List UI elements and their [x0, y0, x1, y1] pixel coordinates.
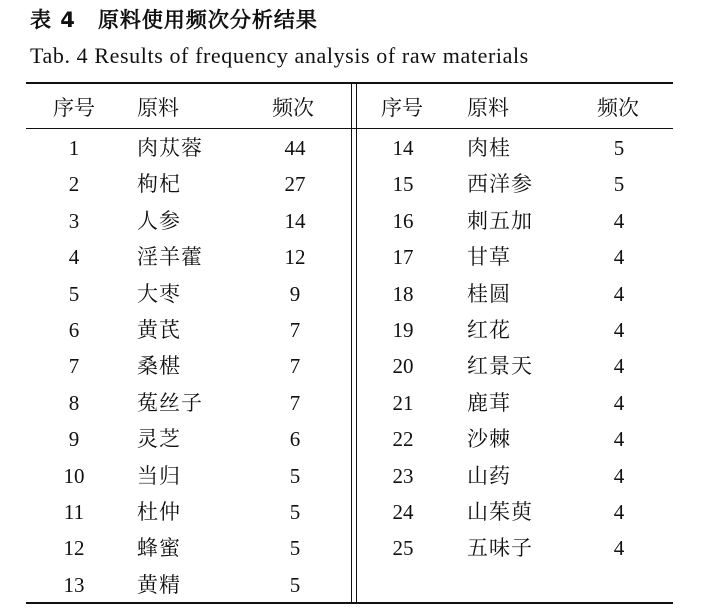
- material-cell: 蜂蜜: [137, 536, 181, 560]
- material-cell: 当归: [137, 464, 181, 488]
- header-material-left: 原料: [137, 96, 179, 120]
- seq-cell: 13: [63, 573, 85, 597]
- frequency-cell: 44: [284, 136, 306, 160]
- material-cell: 灵芝: [137, 427, 181, 451]
- header-material-right: 原料: [467, 96, 509, 120]
- frequency-cell: 27: [284, 172, 306, 196]
- header-seq-left: 序号: [53, 96, 95, 120]
- material-cell: 五味子: [467, 536, 533, 560]
- seq-cell: 21: [392, 391, 414, 415]
- header-frequency-right: 频次: [597, 96, 639, 120]
- seq-cell: 24: [392, 500, 414, 524]
- seq-cell: 23: [392, 464, 414, 488]
- material-cell: 刺五加: [467, 209, 533, 233]
- frequency-cell: 14: [284, 209, 306, 233]
- seq-cell: 11: [63, 500, 85, 524]
- material-cell: 人参: [137, 209, 181, 233]
- material-cell: 山茱萸: [467, 500, 533, 524]
- table-caption-cn: [30, 4, 318, 34]
- frequency-cell: 12: [284, 245, 306, 269]
- material-cell: 肉苁蓉: [137, 136, 203, 160]
- seq-cell: 9: [68, 427, 80, 451]
- material-cell: 黄精: [137, 573, 181, 597]
- frequency-cell: 4: [613, 391, 625, 415]
- seq-cell: 8: [68, 391, 80, 415]
- seq-cell: 16: [392, 209, 414, 233]
- frequency-cell: 5: [613, 172, 625, 196]
- top-rule: [26, 82, 673, 84]
- frequency-cell: 4: [613, 500, 625, 524]
- seq-cell: 10: [63, 464, 85, 488]
- frequency-cell: 5: [289, 573, 301, 597]
- frequency-cell: 5: [289, 464, 301, 488]
- material-cell: 鹿茸: [467, 391, 511, 415]
- seq-cell: 5: [68, 282, 80, 306]
- material-cell: 山药: [467, 464, 511, 488]
- frequency-cell: 4: [613, 427, 625, 451]
- seq-cell: 15: [392, 172, 414, 196]
- table-title-cn: 原料使用频次分析结果: [97, 8, 318, 32]
- frequency-cell: 5: [289, 500, 301, 524]
- material-cell: 桂圆: [467, 282, 511, 306]
- header-frequency-left: 频次: [272, 96, 314, 120]
- frequency-cell: 6: [289, 427, 301, 451]
- column-divider-right: [356, 84, 357, 602]
- seq-cell: 1: [68, 136, 80, 160]
- material-cell: 淫羊藿: [137, 245, 203, 269]
- frequency-cell: 4: [613, 245, 625, 269]
- material-cell: 大枣: [137, 282, 181, 306]
- header-seq-right: 序号: [381, 96, 423, 120]
- frequency-cell: 7: [289, 318, 301, 342]
- frequency-cell: 4: [613, 354, 625, 378]
- seq-cell: 6: [68, 318, 80, 342]
- material-cell: 黄芪: [137, 318, 181, 342]
- table-number: 表 4: [30, 8, 76, 32]
- material-cell: 枸杞: [137, 172, 181, 196]
- frequency-cell: 5: [613, 136, 625, 160]
- frequency-cell: 4: [613, 282, 625, 306]
- seq-cell: 3: [68, 209, 80, 233]
- seq-cell: 14: [392, 136, 414, 160]
- seq-cell: 25: [392, 536, 414, 560]
- material-cell: 桑椹: [137, 354, 181, 378]
- seq-cell: 19: [392, 318, 414, 342]
- material-cell: 菟丝子: [137, 391, 203, 415]
- material-cell: 杜仲: [137, 500, 181, 524]
- bottom-rule: [26, 602, 673, 604]
- material-cell: 沙棘: [467, 427, 511, 451]
- material-cell: 肉桂: [467, 136, 511, 160]
- material-cell: 西洋参: [467, 172, 533, 196]
- column-divider-left: [351, 84, 352, 602]
- frequency-cell: 7: [289, 354, 301, 378]
- frequency-cell: 4: [613, 464, 625, 488]
- seq-cell: 17: [392, 245, 414, 269]
- frequency-cell: 4: [613, 209, 625, 233]
- seq-cell: 4: [68, 245, 80, 269]
- seq-cell: 22: [392, 427, 414, 451]
- material-cell: 红花: [467, 318, 511, 342]
- seq-cell: 2: [68, 172, 80, 196]
- table-title-en: Tab. 4 Results of frequency analysis of raw materials: [30, 43, 529, 68]
- material-cell: 红景天: [467, 354, 533, 378]
- frequency-cell: 5: [289, 536, 301, 560]
- seq-cell: 20: [392, 354, 414, 378]
- seq-cell: 18: [392, 282, 414, 306]
- material-cell: 甘草: [467, 245, 511, 269]
- frequency-cell: 4: [613, 536, 625, 560]
- seq-cell: 7: [68, 354, 80, 378]
- frequency-cell: 7: [289, 391, 301, 415]
- seq-cell: 12: [63, 536, 85, 560]
- frequency-cell: 9: [289, 282, 301, 306]
- frequency-cell: 4: [613, 318, 625, 342]
- header-rule: [26, 128, 673, 129]
